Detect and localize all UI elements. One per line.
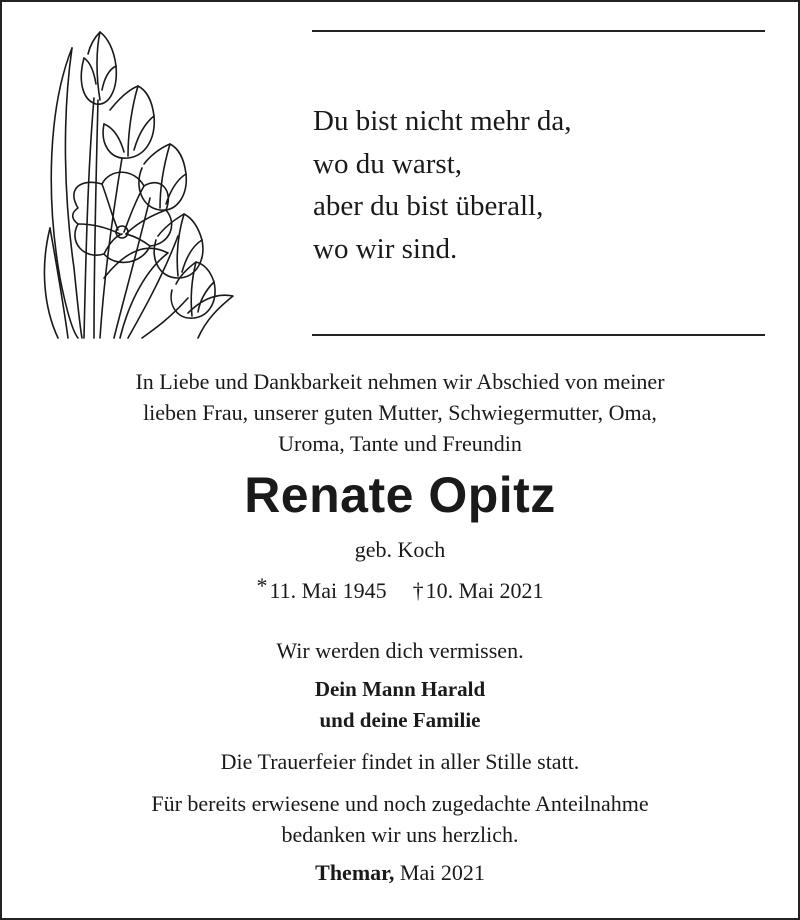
signer-line: Dein Mann Harald — [314, 677, 486, 701]
signers — [0, 674, 800, 736]
poem-line: wo du warst, — [313, 147, 463, 180]
ceremony-note: Die Trauerfeier findet in aller Stille statt. — [220, 749, 580, 774]
farewell-line: Wir werden dich vermissen. — [276, 638, 524, 663]
death-symbol: † — [412, 578, 424, 603]
maiden-name: geb. Koch — [354, 537, 446, 562]
poem-line: Du bist nicht mehr da, — [313, 105, 572, 137]
poem — [313, 100, 572, 270]
deceased-name: Renate Opitz — [244, 467, 556, 523]
top-divider — [312, 30, 765, 32]
birth-date: 11. Mai 1945 — [269, 578, 387, 603]
intro-line: Uroma, Tante und Freundin — [278, 431, 522, 456]
tulip-bouquet-icon — [38, 28, 238, 340]
place: Themar, — [315, 860, 395, 885]
intro-line: lieben Frau, unserer guten Mutter, Schwiegermutter, Oma, — [143, 400, 657, 425]
signer-line: und deine Familie — [319, 708, 481, 732]
birth-symbol: * — [256, 573, 268, 598]
place-date — [0, 860, 800, 886]
intro-line: In Liebe und Dankbarkeit nehmen wir Abschied von meiner — [135, 369, 665, 394]
thanks-line: bedanken wir uns herzlich. — [281, 822, 519, 847]
poem-line: wo wir sind. — [313, 232, 458, 265]
death-date: 10. Mai 2021 — [425, 578, 544, 603]
bottom-divider — [312, 334, 765, 336]
thanks-line: Für bereits erwiesene und noch zugedachte Anteilnahme — [151, 791, 649, 816]
closing-date: Mai 2021 — [399, 860, 485, 885]
poem-line: aber du bist überall, — [313, 190, 544, 222]
intro-text — [0, 366, 800, 459]
thanks-text — [0, 788, 800, 850]
life-dates — [0, 573, 800, 604]
